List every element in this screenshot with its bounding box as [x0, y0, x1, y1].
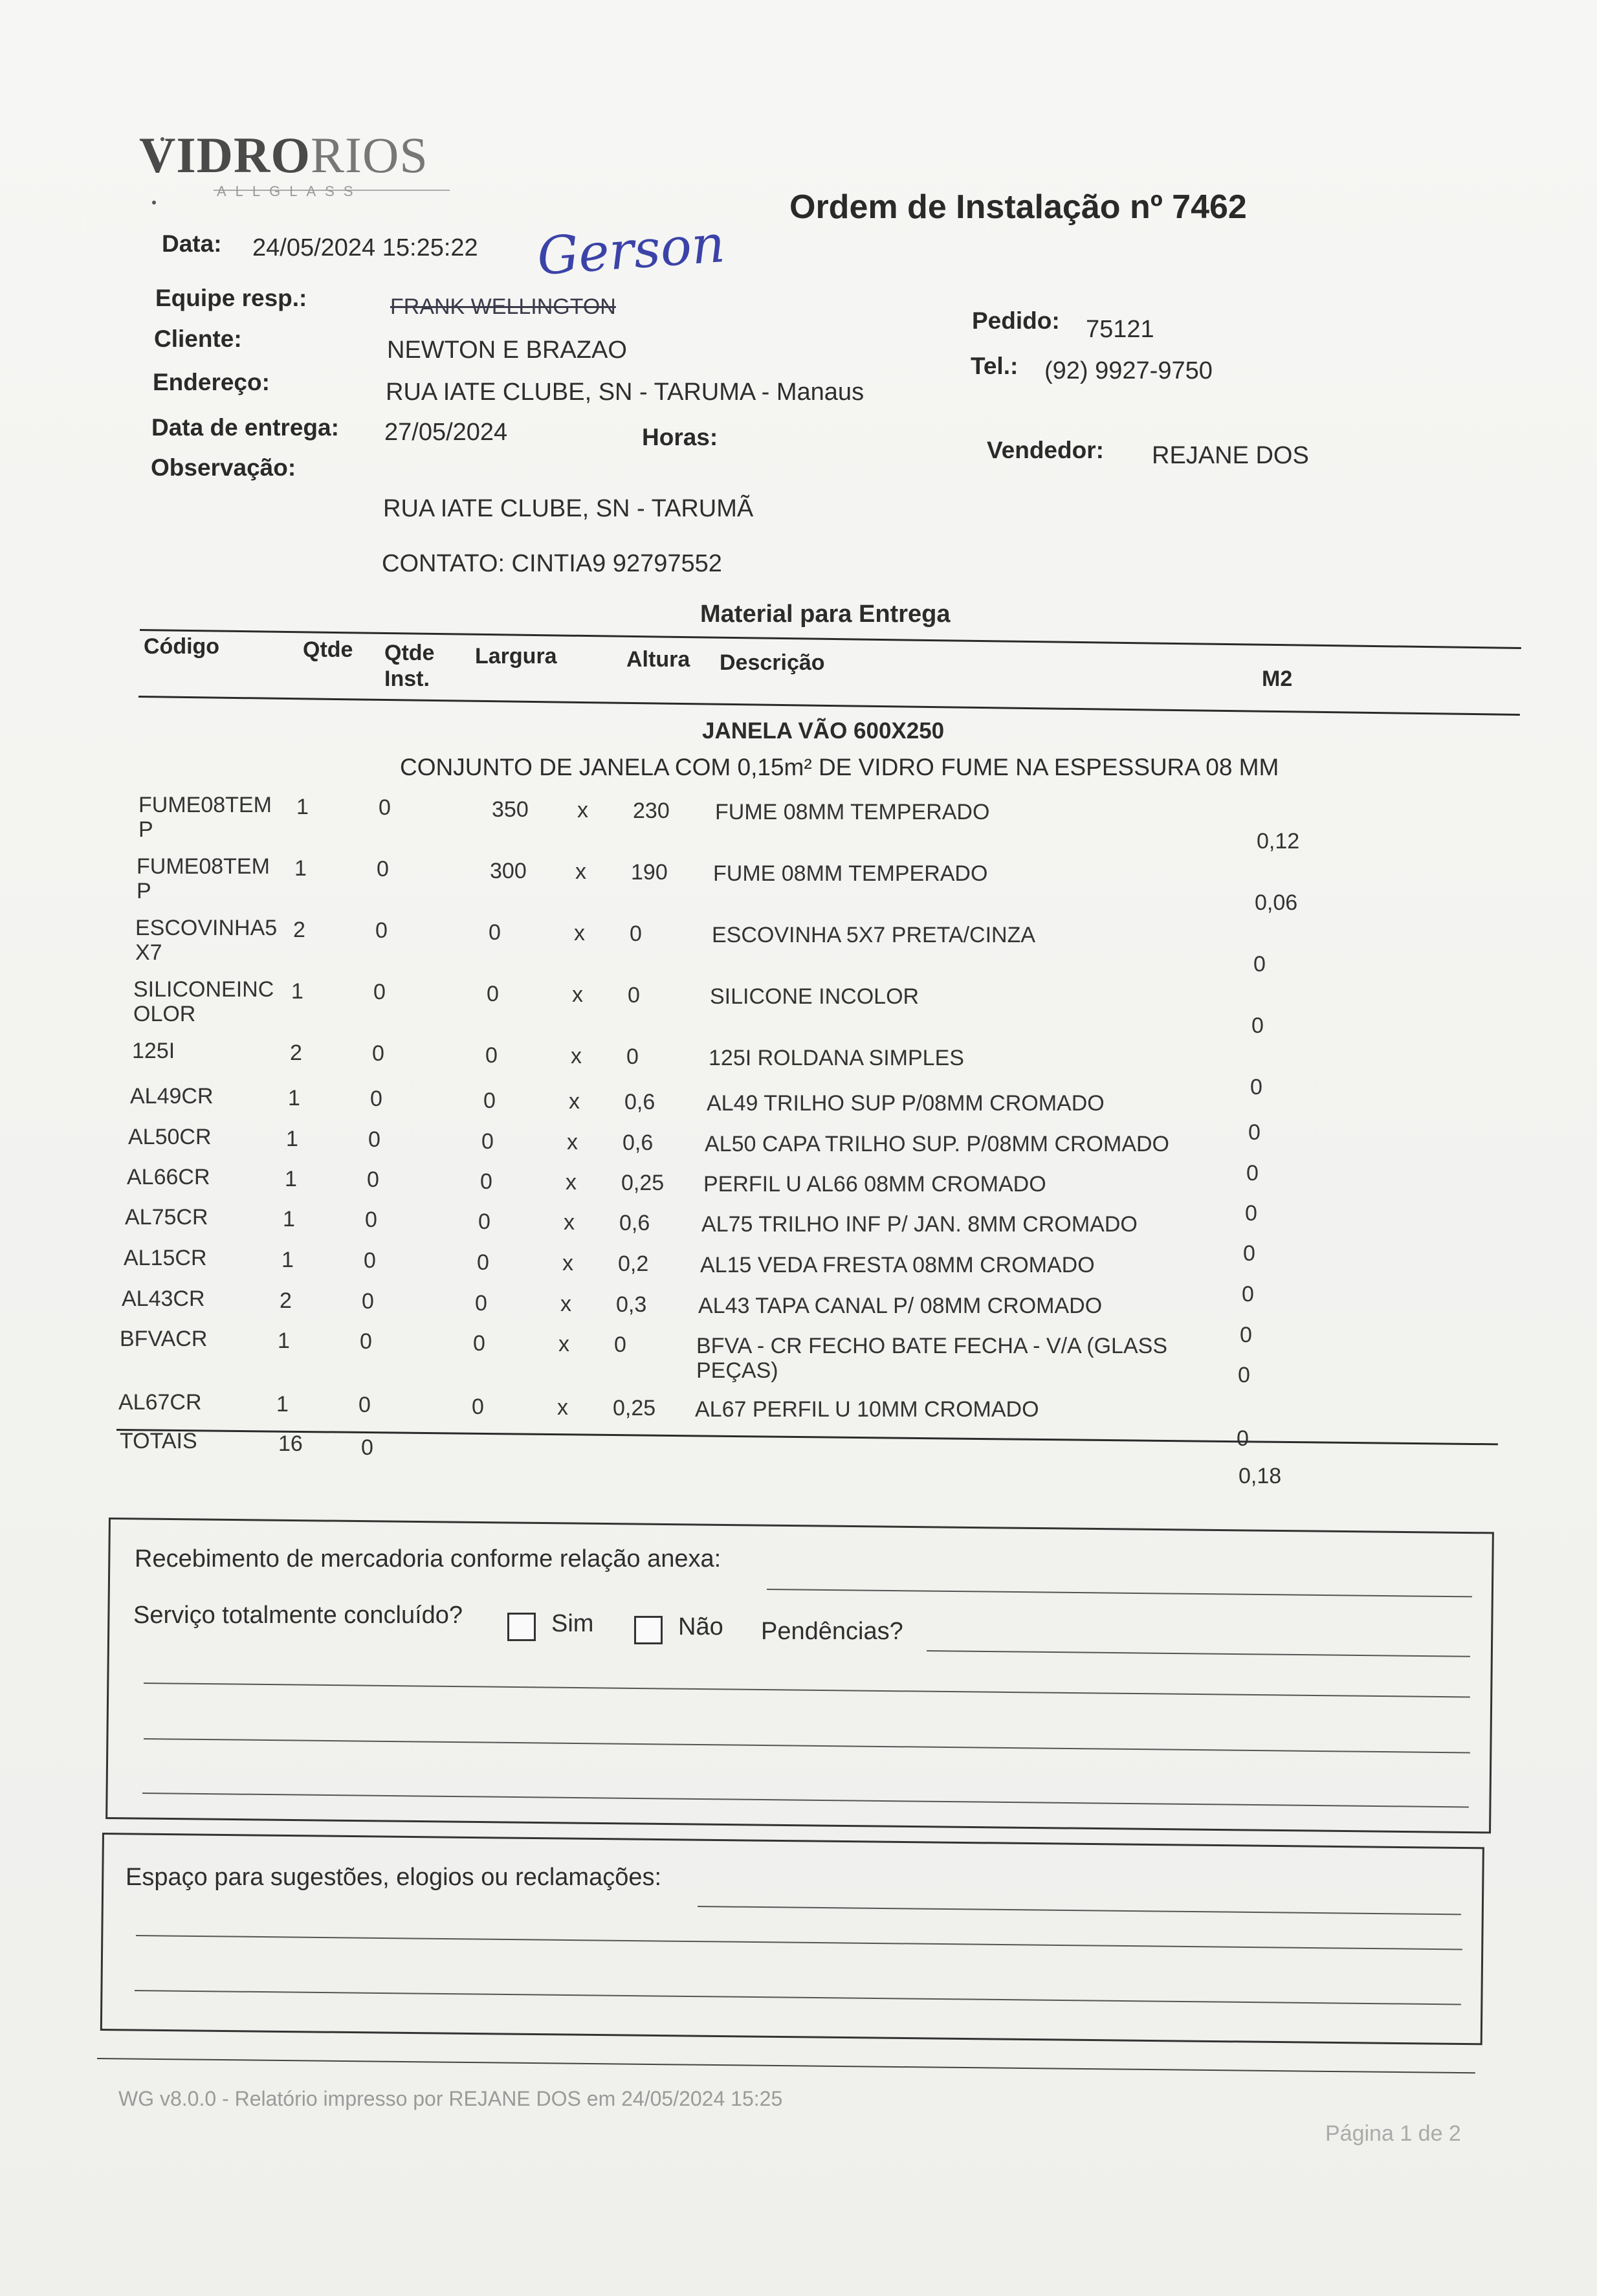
- row-descricao: AL43 TAPA CANAL P/ 08MM CROMADO: [698, 1294, 1103, 1318]
- row-descricao: AL50 CAPA TRILHO SUP. P/08MM CROMADO: [705, 1132, 1170, 1156]
- row-largura: 0: [475, 1291, 487, 1316]
- column-header-largura: Largura: [475, 644, 557, 668]
- row-qtde-inst: 0: [364, 1248, 376, 1273]
- row-qtde: 1: [283, 1207, 295, 1231]
- row-largura: 0: [478, 1209, 490, 1234]
- equipe-label: Equipe resp.:: [155, 285, 307, 311]
- row-m2: 0: [1250, 1075, 1262, 1099]
- row-m2: 0: [1242, 1282, 1254, 1307]
- feedback-label: Espaço para sugestões, elogios ou reclamações:: [126, 1864, 662, 1891]
- row-codigo: AL49CR: [130, 1084, 214, 1109]
- column-header-descricao: Descrição: [720, 650, 825, 675]
- totals-qtde: 16: [278, 1431, 303, 1456]
- row-codigo: AL50CR: [128, 1125, 212, 1149]
- document-title: Ordem de Instalação nº 7462: [789, 188, 1247, 226]
- row-codigo: AL15CR: [124, 1246, 207, 1270]
- totals-label: TOTAIS: [120, 1429, 197, 1453]
- endereco-value: RUA IATE CLUBE, SN - TARUMA - Manaus: [386, 379, 865, 406]
- row-largura: 300: [490, 859, 527, 883]
- row-qtde: 1: [285, 1167, 297, 1191]
- row-altura: 230: [633, 799, 670, 823]
- row-qtde: 1: [294, 856, 307, 881]
- row-descricao: ESCOVINHA 5X7 PRETA/CINZA: [712, 923, 1036, 947]
- row-altura: 0,25: [613, 1396, 656, 1420]
- row-descricao: AL15 VEDA FRESTA 08MM CROMADO: [700, 1253, 1095, 1277]
- observacao-label: Observação:: [151, 454, 296, 481]
- row-altura: 0,6: [622, 1131, 654, 1155]
- row-altura: 0,6: [619, 1211, 650, 1235]
- row-qtde: 1: [286, 1127, 298, 1151]
- column-header-qtde-inst: Qtde: [384, 641, 435, 665]
- footer-printed-info: WG v8.0.0 - Relatório impresso por REJANE DOS em 24/05/2024 15:25: [118, 2087, 783, 2110]
- row-qtde: 1: [288, 1086, 300, 1110]
- observacao-line-2: CONTATO: CINTIA9 92797552: [382, 550, 722, 577]
- endereco-label: Endereço:: [153, 369, 270, 395]
- row-descricao: AL75 TRILHO INF P/ JAN. 8MM CROMADO: [701, 1212, 1138, 1237]
- row-qtde-inst: 0: [379, 795, 391, 820]
- row-largura: 0: [487, 982, 499, 1006]
- row-times: x: [558, 1332, 569, 1356]
- row-qtde: 1: [281, 1248, 294, 1272]
- row-codigo: SILICONEINC: [133, 977, 274, 1002]
- row-codigo: BFVACR: [120, 1327, 208, 1351]
- row-m2: 0: [1251, 1013, 1264, 1038]
- logo-subtitle: ALLGLASS: [217, 183, 362, 199]
- row-qtde-inst: 0: [362, 1289, 374, 1314]
- row-descricao: PERFIL U AL66 08MM CROMADO: [703, 1172, 1046, 1197]
- row-qtde: 1: [276, 1392, 289, 1417]
- row-qtde: 1: [291, 979, 303, 1004]
- page-number: Página 1 de 2: [1325, 2121, 1461, 2146]
- material-section-title: Material para Entrega: [700, 601, 951, 628]
- row-altura: 0: [630, 922, 642, 946]
- row-times: x: [577, 798, 588, 822]
- totals-m2: 0,18: [1239, 1464, 1282, 1488]
- row-codigo: AL67CR: [118, 1390, 202, 1415]
- row-qtde: 2: [293, 918, 305, 942]
- row-qtde-inst: 0: [358, 1393, 371, 1417]
- column-header-codigo: Código: [144, 634, 220, 659]
- row-m2: 0: [1248, 1120, 1261, 1145]
- row-qtde-inst: 0: [368, 1127, 380, 1152]
- row-descricao: BFVA - CR FECHO BATE FECHA - V/A (GLASS: [696, 1334, 1167, 1358]
- row-times: x: [557, 1395, 568, 1420]
- row-qtde-inst: 0: [370, 1087, 382, 1111]
- row-descricao: FUME 08MM TEMPERADO: [715, 800, 990, 824]
- row-codigo: FUME08TEM: [137, 854, 270, 879]
- cliente-label: Cliente:: [154, 326, 242, 352]
- servico-label: Serviço totalmente concluído?: [133, 1602, 463, 1629]
- nao-checkbox[interactable]: [634, 1616, 663, 1644]
- row-largura: 0: [472, 1395, 484, 1419]
- row-altura: 0,2: [618, 1252, 649, 1276]
- horas-label: Horas:: [642, 424, 718, 450]
- row-times: x: [569, 1089, 580, 1114]
- row-m2: 0: [1240, 1323, 1252, 1347]
- row-times: x: [574, 921, 585, 945]
- row-m2: 0: [1243, 1241, 1255, 1266]
- row-qtde: 1: [278, 1329, 290, 1353]
- row-qtde-inst: 0: [377, 857, 389, 881]
- row-qtde-inst: 0: [365, 1208, 377, 1232]
- row-altura: 190: [631, 860, 668, 885]
- row-altura: 0,3: [616, 1292, 647, 1317]
- column-header-altura: Altura: [626, 647, 690, 672]
- row-codigo-continued: X7: [135, 940, 162, 965]
- row-qtde: 2: [280, 1288, 292, 1313]
- row-qtde-inst: 0: [367, 1167, 379, 1192]
- row-codigo: AL75CR: [125, 1205, 208, 1230]
- row-m2: 0: [1237, 1426, 1249, 1451]
- row-altura: 0: [626, 1044, 639, 1069]
- table-header-bottom-rule: [138, 696, 1520, 716]
- row-altura: 0,25: [621, 1171, 665, 1195]
- vendedor-label: Vendedor:: [987, 437, 1104, 463]
- vendedor-value: REJANE DOS: [1152, 442, 1309, 469]
- row-descricao: FUME 08MM TEMPERADO: [713, 861, 988, 886]
- row-qtde-inst: 0: [375, 918, 388, 943]
- column-header-qtde: Qtde: [303, 637, 353, 662]
- row-m2: 0: [1246, 1161, 1259, 1186]
- pedido-label: Pedido:: [972, 307, 1060, 334]
- row-times: x: [567, 1130, 578, 1154]
- pedido-value: 75121: [1086, 316, 1154, 343]
- recebimento-label: Recebimento de mercadoria conforme relação anexa:: [135, 1545, 721, 1573]
- group-description: CONJUNTO DE JANELA COM 0,15m² DE VIDRO FUME NA ESPESSURA 08 MM: [400, 754, 1279, 780]
- tel-label: Tel.:: [971, 353, 1019, 379]
- row-qtde: 2: [290, 1041, 302, 1065]
- nao-label: Não: [678, 1613, 723, 1640]
- logo-dot: [152, 201, 156, 204]
- totals-inst: 0: [361, 1435, 373, 1460]
- row-m2: 0: [1245, 1201, 1257, 1226]
- column-header-qtde-inst-2: Inst.: [384, 667, 430, 691]
- handwritten-signature: Gerson: [535, 213, 727, 287]
- data-entrega-value: 27/05/2024: [384, 419, 508, 446]
- row-times: x: [560, 1292, 571, 1316]
- row-codigo: FUME08TEM: [138, 793, 272, 817]
- company-logo: VIDRORIOS: [139, 127, 428, 183]
- row-largura: 0: [480, 1169, 492, 1194]
- row-largura: 0: [489, 920, 501, 945]
- row-codigo-continued: P: [138, 817, 153, 842]
- row-times: x: [564, 1210, 575, 1235]
- row-descricao: 125I ROLDANA SIMPLES: [709, 1046, 964, 1070]
- row-times: x: [562, 1251, 573, 1275]
- row-times: x: [566, 1170, 577, 1195]
- row-altura: 0: [628, 983, 640, 1008]
- group-title: JANELA VÃO 600X250: [702, 718, 945, 744]
- column-header-m2: M2: [1262, 667, 1293, 691]
- row-codigo: AL43CR: [122, 1286, 205, 1311]
- row-largura: 0: [473, 1331, 485, 1356]
- row-times: x: [571, 1044, 582, 1068]
- row-qtde: 1: [296, 795, 309, 819]
- row-codigo: ESCOVINHA5: [135, 916, 278, 940]
- data-label: Data:: [162, 230, 222, 257]
- row-m2: 0,06: [1255, 890, 1298, 915]
- row-times: x: [575, 859, 586, 884]
- row-qtde-inst: 0: [373, 980, 386, 1004]
- row-largura: 0: [483, 1088, 496, 1113]
- row-largura: 350: [492, 797, 529, 822]
- row-codigo-continued: P: [137, 879, 151, 903]
- row-largura: 0: [481, 1129, 494, 1154]
- pendencias-label: Pendências?: [761, 1618, 903, 1645]
- row-times: x: [572, 982, 583, 1007]
- observacao-line-1: RUA IATE CLUBE, SN - TARUMÃ: [383, 495, 754, 522]
- row-m2: 0: [1238, 1363, 1250, 1387]
- data-value: 24/05/2024 15:25:22: [252, 234, 478, 261]
- row-largura: 0: [485, 1043, 498, 1068]
- footer-rule: [97, 2058, 1475, 2073]
- tel-value: (92) 9927-9750: [1044, 357, 1213, 384]
- row-descricao-continued: PEÇAS): [696, 1358, 778, 1383]
- row-descricao: AL49 TRILHO SUP P/08MM CROMADO: [707, 1091, 1105, 1116]
- sim-checkbox[interactable]: [507, 1613, 536, 1641]
- row-qtde-inst: 0: [360, 1329, 372, 1354]
- row-descricao: AL67 PERFIL U 10MM CROMADO: [695, 1397, 1039, 1422]
- row-m2: 0,12: [1257, 829, 1300, 854]
- totals-rule: [116, 1429, 1498, 1445]
- row-codigo: AL66CR: [127, 1165, 210, 1189]
- row-altura: 0: [614, 1332, 626, 1357]
- cliente-value: NEWTON E BRAZAO: [387, 337, 627, 364]
- row-altura: 0,6: [624, 1090, 655, 1114]
- row-descricao: SILICONE INCOLOR: [710, 984, 920, 1009]
- row-qtde-inst: 0: [372, 1041, 384, 1066]
- row-codigo-continued: OLOR: [133, 1002, 196, 1026]
- sim-label: Sim: [551, 1610, 594, 1637]
- row-codigo: 125I: [132, 1039, 175, 1063]
- data-entrega-label: Data de entrega:: [151, 414, 339, 441]
- equipe-value: FRANK WELLINGTON: [390, 294, 616, 319]
- row-m2: 0: [1253, 952, 1266, 977]
- row-largura: 0: [477, 1250, 489, 1275]
